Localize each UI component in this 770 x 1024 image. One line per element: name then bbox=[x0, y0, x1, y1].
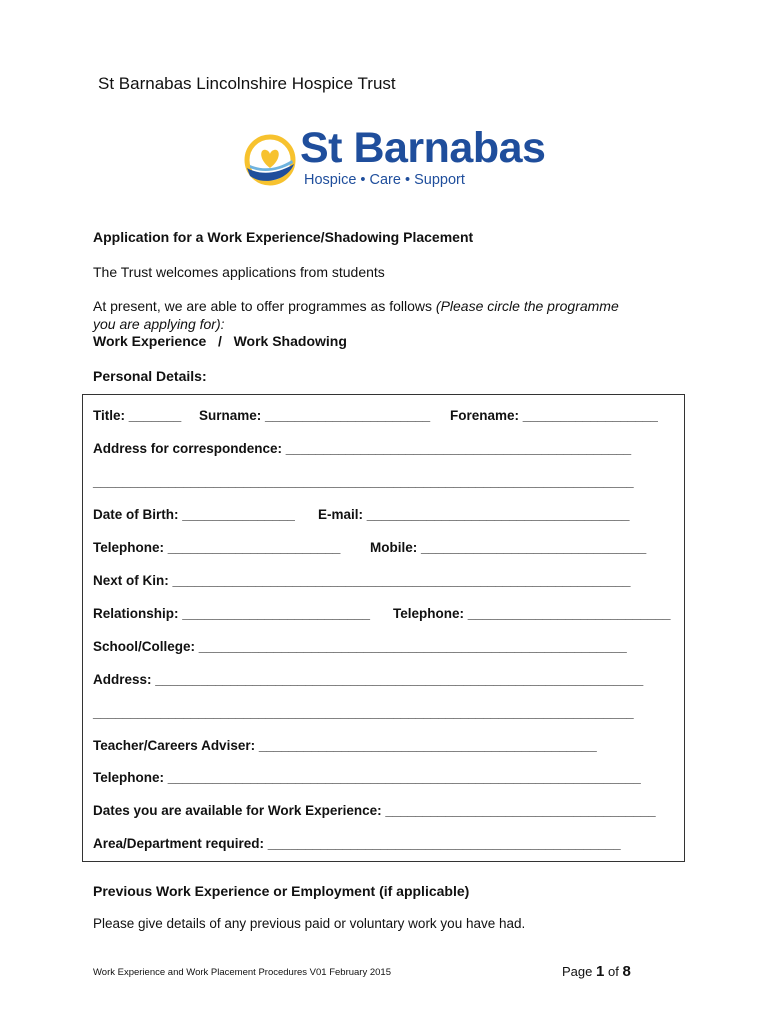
surname-field[interactable]: Surname: ______________________ bbox=[199, 408, 431, 423]
programmes-note-2: you are applying for): bbox=[93, 316, 225, 332]
relationship-telephone-field[interactable]: Telephone: ___________________________ bbox=[393, 606, 671, 621]
personal-details-form bbox=[82, 394, 685, 862]
logo-tagline: Hospice • Care • Support bbox=[304, 172, 465, 188]
footer-document-title: Work Experience and Work Placement Procedures V01 February 2015 bbox=[93, 967, 391, 978]
correspondence-address-line-2[interactable]: ________________________________________________________________________ bbox=[93, 474, 634, 489]
page-total: 8 bbox=[622, 963, 631, 980]
school-telephone-field[interactable]: Telephone: _______________________________________________________________ bbox=[93, 770, 641, 785]
st-barnabas-logo bbox=[244, 124, 546, 192]
school-college-field[interactable]: School/College: _________________________________________________________ bbox=[93, 639, 627, 654]
page-current: 1 bbox=[596, 963, 605, 980]
email-field[interactable]: E-mail: ___________________________________ bbox=[318, 507, 630, 522]
next-of-kin-field[interactable]: Next of Kin: _____________________________________________________________ bbox=[93, 573, 631, 588]
previous-experience-heading bbox=[93, 883, 469, 899]
intro-text: The Trust welcomes applications from students bbox=[93, 264, 385, 280]
logo-name: St Barnabas bbox=[300, 124, 546, 172]
programmes-note: (Please circle the programme bbox=[435, 298, 619, 314]
organisation-title: St Barnabas Lincolnshire Hospice Trust bbox=[98, 74, 396, 93]
logo-heart-icon bbox=[244, 134, 296, 188]
forename-field[interactable]: Forename: __________________ bbox=[450, 408, 658, 423]
page-number bbox=[562, 963, 631, 980]
form-heading: Application for a Work Experience/Shadowing Placement bbox=[93, 229, 474, 245]
mobile-field[interactable]: Mobile: ______________________________ bbox=[370, 540, 647, 555]
previous-heading-text: Previous Work Experience or Employment bbox=[93, 883, 376, 899]
title-field[interactable]: Title: _______ bbox=[93, 408, 182, 423]
teacher-adviser-field[interactable]: Teacher/Careers Adviser: _____________________________________________ bbox=[93, 738, 597, 753]
page-of: of bbox=[607, 964, 619, 979]
previous-experience-text: Please give details of any previous paid or voluntary work you have had. bbox=[93, 916, 526, 931]
school-address-field[interactable]: Address: _________________________________________________________________ bbox=[93, 672, 644, 687]
page-label: Page bbox=[562, 964, 593, 979]
dates-available-field[interactable]: Dates you are available for Work Experience: ____________________________________ bbox=[93, 803, 656, 818]
personal-details-heading: Personal Details: bbox=[93, 368, 207, 384]
relationship-field[interactable]: Relationship: _________________________ bbox=[93, 606, 370, 621]
telephone-field[interactable]: Telephone: _______________________ bbox=[93, 540, 341, 555]
programme-options[interactable]: Work Experience / Work Shadowing bbox=[93, 333, 347, 349]
area-department-field[interactable]: Area/Department required: _______________________________________________ bbox=[93, 836, 621, 851]
date-of-birth-field[interactable]: Date of Birth: _______________ bbox=[93, 507, 295, 522]
previous-heading-suffix: (if applicable) bbox=[379, 883, 470, 899]
correspondence-address-field[interactable]: Address for correspondence: ______________________________________________ bbox=[93, 441, 632, 456]
programmes-text bbox=[93, 298, 619, 314]
school-address-line-2[interactable]: ________________________________________________________________________ bbox=[93, 705, 634, 720]
programmes-lead: At present, we are able to offer programmes as follows bbox=[93, 298, 433, 314]
